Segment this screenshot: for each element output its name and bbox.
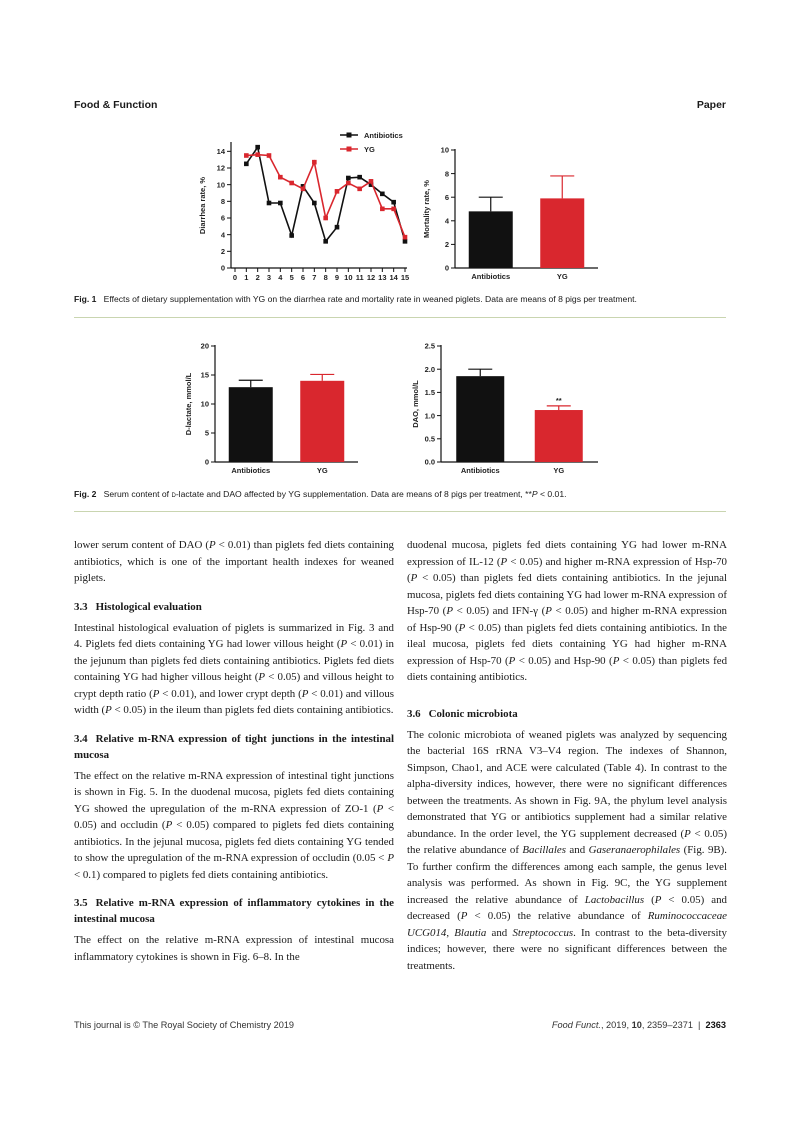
- x-tick-label: YG: [316, 466, 328, 475]
- data-point-yg: [267, 153, 272, 158]
- x-tick-label: YG: [556, 272, 568, 281]
- section-title: Colonic microbiota: [428, 707, 518, 720]
- legend-label-yg: YG: [364, 145, 375, 154]
- y-tick-label: 10: [216, 180, 225, 190]
- x-tick-label: 3: [266, 273, 272, 282]
- x-tick-label: 14: [389, 273, 398, 282]
- section-number: 3.3: [74, 600, 88, 613]
- fig2-caption-p: P: [531, 489, 538, 499]
- y-tick-label: 20: [200, 341, 209, 351]
- data-point-antibiotics: [357, 175, 362, 180]
- data-point-yg: [312, 160, 317, 165]
- fig2-caption-label: Fig. 2: [74, 489, 97, 499]
- y-tick-label: 14: [216, 147, 225, 157]
- fig2-caption-smallcaps: d: [171, 489, 176, 499]
- y-tick-label: 4: [220, 230, 225, 240]
- y-tick-label: 8: [220, 197, 225, 207]
- y-tick-label: 0.5: [424, 434, 435, 444]
- y-tick-label: 10: [440, 145, 449, 155]
- figure-divider: [74, 317, 726, 318]
- data-point-yg: [278, 175, 283, 180]
- citation-year: , 2019,: [600, 1020, 632, 1030]
- data-point-antibiotics: [391, 200, 396, 205]
- legend-label-antibiotics: Antibiotics: [364, 131, 403, 140]
- paragraph: The colonic microbiota of weaned piglets was analyzed by sequencing the bacterial 16S rRNA V3–V4 region. The indexes of Shannon, Simpson, Chao1, and ACE were calculated (Table 4). In contrast to the alpha-diversity indices, however, there were no significant differences between the treatments. As shown in Fig. 9A, the phylum level analysis demonstrated that YG or antibiotics supplement had a similar relative abundance. In the order level, the YG supplement decreased (P < 0.05) the relative abundance of Bacillales and Gaseranaerophilales (Fig. 9B). To further confirm the differences among each sample, the genus level analysis was performed. As shown in Fig. 9C, the YG supplement increased the relative abundance of Lactobacillus (P < 0.05) and decreased (P < 0.05) the relative abundance of Ruminococcaceae UCG014, Blautia and Streptococcus. In contrast to the beta-diversity indices; however, there were no significant differences between the treatments.: [407, 728, 728, 972]
- section-label: Paper: [696, 99, 726, 111]
- x-tick-label: 9: [334, 273, 340, 282]
- mortality-rate-chart: [422, 146, 598, 281]
- section-heading-3-5: [74, 895, 394, 927]
- section-number: 3.6: [407, 707, 421, 720]
- data-point-yg: [335, 189, 340, 194]
- section-heading-3-6: [407, 706, 727, 722]
- section-heading-3-4: [74, 731, 394, 763]
- paragraph: Intestinal histological evaluation of piglets is summarized in Fig. 3 and 4. Piglets fed diets containing YG had lower villous height (P < 0.01) in the jejunum than piglets fed diets containing antibiotics. Piglets fed diets containing YG had higher villous height (P < 0.05) and villous height to crypt depth ratio (P < 0.01), and lower crypt depth (P < 0.01) and villous width (P < 0.05) in the ileum than piglets fed diets containing antibiotics.: [74, 621, 395, 716]
- citation-pages: , 2359–2371: [641, 1020, 693, 1030]
- data-point-antibiotics: [244, 162, 249, 167]
- bar-yg: [300, 381, 344, 462]
- y-tick-label: 8: [444, 169, 449, 179]
- data-point-antibiotics: [323, 239, 328, 244]
- y-tick-label: 2.0: [424, 364, 435, 374]
- fig1-caption: [74, 293, 726, 305]
- y-axis-label: D-lactate, mmol/L: [184, 372, 193, 436]
- data-point-yg: [289, 181, 294, 186]
- y-tick-label: 2: [220, 247, 225, 257]
- data-point-yg: [357, 187, 362, 192]
- x-tick-label: 4: [278, 273, 283, 282]
- y-tick-label: 0: [204, 457, 209, 467]
- paragraph: lower serum content of DAO (P < 0.01) than piglets fed diets containing antibiotics, which is one of the important health indexes for weaned piglets.: [74, 539, 395, 584]
- fig2-caption-text-1: Serum content of: [103, 489, 172, 499]
- section-title: Relative m-RNA expression of tight junctions in the intestinal mucosa: [74, 732, 394, 761]
- x-tick-label: 12: [366, 273, 376, 282]
- citation: [552, 1020, 726, 1030]
- x-tick-label: 8: [323, 273, 328, 282]
- x-tick-label: Antibiotics: [471, 272, 511, 281]
- y-tick-label: 2: [444, 240, 449, 250]
- y-axis-label: DAO, mmol/L: [411, 380, 420, 428]
- d-lactate-chart: [184, 342, 358, 475]
- data-point-yg: [369, 179, 374, 184]
- bar-yg: [540, 198, 584, 268]
- data-point-antibiotics: [312, 201, 317, 206]
- section-heading-3-3: [74, 599, 394, 615]
- y-tick-label: 15: [200, 370, 209, 380]
- x-tick-label: 13: [378, 273, 387, 282]
- data-point-yg: [244, 153, 249, 158]
- significance-label: **: [555, 395, 562, 405]
- x-tick-label: 6: [300, 273, 306, 282]
- y-tick-label: 0: [220, 263, 225, 273]
- data-point-antibiotics: [289, 233, 294, 238]
- x-tick-label: 15: [400, 273, 410, 282]
- data-point-yg: [403, 235, 408, 240]
- copyright-notice: This journal is © The Royal Society of Chemistry 2019: [74, 1020, 295, 1030]
- x-tick-label: 10: [344, 273, 353, 282]
- footer-separator: |: [698, 1020, 701, 1030]
- section-title: Relative m-RNA expression of inflammatory cytokines in the intestinal mucosa: [74, 897, 394, 925]
- data-point-antibiotics: [403, 239, 408, 244]
- section-title: Histological evaluation: [95, 600, 202, 613]
- bar-antibiotics: [229, 387, 273, 462]
- data-point-antibiotics: [335, 225, 340, 230]
- x-tick-label: 2: [255, 273, 260, 282]
- y-tick-label: 6: [220, 213, 225, 223]
- paragraph: The effect on the relative m-RNA expression of intestinal tight junctions is shown in Fig. 5. In the duodenal mucosa, piglets fed diets containing YG showed the upregulation of the m-RNA expression of ZO-1 (P < 0.05) and occludin (P < 0.05) compared to piglets fed diets containing antibiotics. In the jejunal mucosa, piglets fed diets containing YG tended to show the upregulation of the m-RNA expression of occludin (0.05 < P < 0.1) compared to piglets fed diets containing antibiotics.: [74, 769, 394, 881]
- x-tick-label: 5: [289, 273, 294, 282]
- y-tick-label: 4: [444, 216, 449, 226]
- section-number: 3.4: [74, 732, 88, 745]
- data-point-yg: [380, 207, 385, 212]
- x-tick-label: YG: [553, 466, 565, 475]
- data-point-antibiotics: [380, 192, 385, 197]
- figure-2: [0, 335, 800, 480]
- paragraph: duodenal mucosa, piglets fed diets containing YG had lower m-RNA expression of IL-12 (P < 0.05) and higher m-RNA expression of Hsp-70 (P < 0.05) than piglets fed diets containing antibiotics. In the jejunal mucosa, piglets fed diets containing YG had lower m-RNA expression of Hsp-70 (P < 0.05) and IFN-γ (P < 0.05) and higher m-RNA expression of Hsp-90 (P < 0.05) than piglets fed diets containing antibiotics. In the ileal mucosa, piglets fed diets containing YG had higher m-RNA expression of Hsp-70 (P < 0.05) and Hsp-90 (P < 0.05) than piglets fed diets containing antibiotics.: [407, 539, 728, 683]
- data-point-yg: [346, 181, 351, 186]
- y-tick-label: 0.0: [424, 457, 435, 467]
- right-column: [407, 537, 727, 974]
- data-point-antibiotics: [255, 145, 260, 150]
- y-tick-label: 12: [216, 163, 225, 173]
- x-tick-label: 1: [244, 273, 249, 282]
- data-point-antibiotics: [346, 176, 351, 181]
- y-tick-label: 1.0: [424, 411, 435, 421]
- x-tick-label: 0: [232, 273, 238, 282]
- bar-antibiotics: [469, 211, 513, 268]
- data-point-yg: [301, 187, 306, 192]
- journal-abbrev: Food Funct.: [551, 1020, 601, 1030]
- data-point-antibiotics: [267, 201, 272, 206]
- y-tick-label: 10: [200, 399, 209, 409]
- y-tick-label: 0: [444, 263, 449, 273]
- paragraph: The effect on the relative m-RNA expression of intestinal mucosa inflammatory cytokines is shown in Fig. 6–8. In the: [74, 934, 394, 963]
- data-point-yg: [323, 216, 328, 221]
- fig1-caption-text: Effects of dietary supplementation with YG on the diarrhea rate and mortality rate in weaned piglets. Data are means of 8 pigs per treatment.: [103, 294, 637, 304]
- fig2-caption-text-2: -lactate and DAO affected by YG supplementation. Data are means of 8 pigs per treatment, **: [175, 489, 532, 499]
- figure-divider-2: [74, 511, 726, 512]
- journal-name: Food & Function: [74, 99, 158, 111]
- legend-marker-yg: [347, 147, 352, 152]
- section-number: 3.5: [74, 897, 88, 909]
- x-tick-label: Antibiotics: [460, 466, 500, 475]
- page-number: 2363: [705, 1020, 726, 1030]
- x-tick-label: Antibiotics: [231, 466, 271, 475]
- data-point-yg: [391, 207, 396, 212]
- legend-marker-antibiotics: [347, 133, 352, 138]
- data-point-yg: [255, 152, 260, 157]
- figure-1: [0, 120, 800, 290]
- y-tick-label: 1.5: [424, 388, 435, 398]
- fig2-caption: [74, 488, 726, 500]
- y-tick-label: 2.5: [424, 341, 435, 351]
- left-column: [74, 537, 394, 965]
- bar-yg: [535, 410, 583, 462]
- citation-volume: 10: [631, 1020, 642, 1030]
- y-axis-label: Diarrhea rate, %: [198, 176, 207, 235]
- bar-antibiotics: [456, 376, 504, 462]
- data-point-antibiotics: [278, 201, 283, 206]
- x-tick-label: 7: [312, 273, 317, 282]
- y-axis-label: Mortality rate, %: [422, 180, 431, 238]
- dao-chart: [411, 342, 598, 475]
- x-tick-label: 11: [355, 273, 364, 282]
- fig1-caption-label: Fig. 1: [74, 294, 97, 304]
- diarrhea-rate-chart: [198, 131, 409, 282]
- fig2-caption-text-3: < 0.01.: [537, 489, 567, 499]
- y-tick-label: 5: [204, 428, 209, 438]
- y-tick-label: 6: [444, 192, 449, 202]
